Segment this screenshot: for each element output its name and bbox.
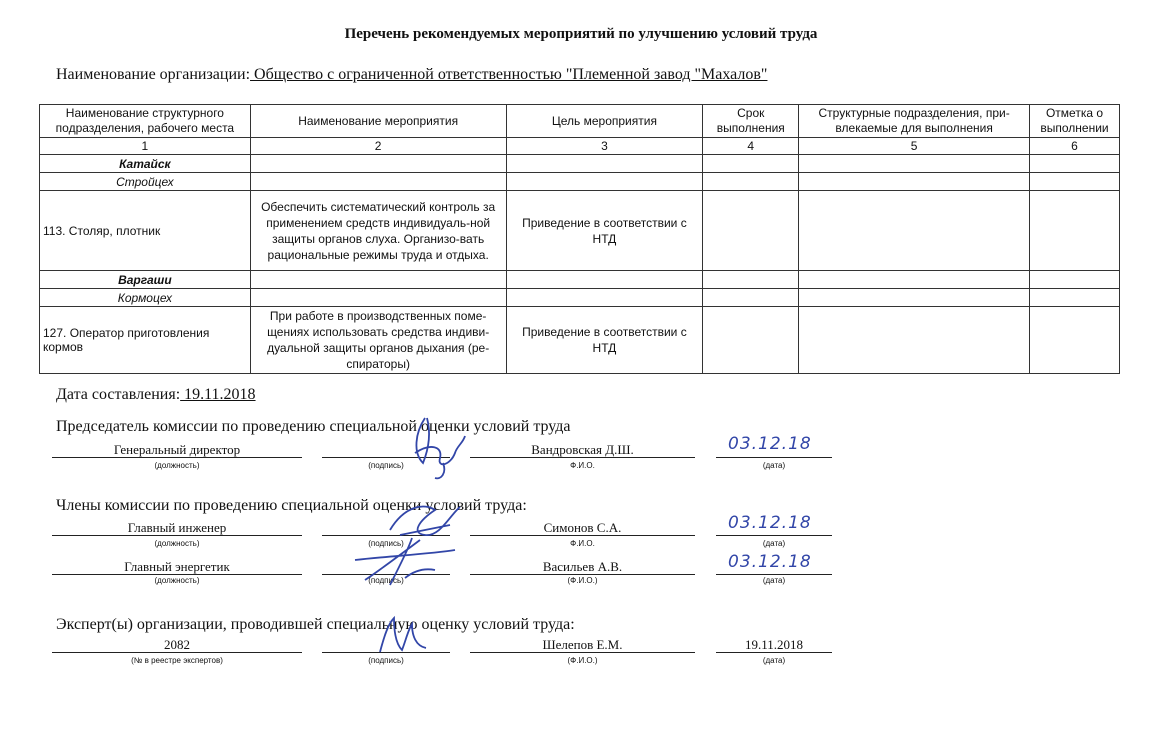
compile-date-value: 19.11.2018: [180, 386, 256, 403]
organization-label: Наименование организации:: [56, 66, 251, 83]
organization-line: [56, 66, 767, 84]
compile-date-label: Дата составления:: [56, 386, 181, 403]
column-number-row: [40, 138, 1120, 155]
member-position: Главный инженер: [52, 520, 302, 536]
workplace-cell: 113. Столяр, плотник: [40, 191, 251, 271]
header-measure: Наименование мероприятия: [250, 105, 506, 138]
caption-date: (дата): [762, 576, 786, 585]
departments-cell: [799, 307, 1030, 374]
caption-name: Ф.И.О.: [570, 539, 595, 548]
organization-name: Общество с ограниченной ответственностью "Племенной завод "Махалов": [250, 66, 768, 83]
chairman-heading: Председатель комиссии по проведению специальной оценки условий труда: [56, 418, 571, 435]
column-number: 5: [799, 138, 1030, 155]
document-title: Перечень рекомендуемых мероприятий по улучшению условий труда: [344, 26, 818, 42]
caption-date: (дата): [762, 539, 786, 548]
table-row-unit: [40, 271, 1120, 289]
mark-cell: [1030, 191, 1120, 271]
expert-date: 19.11.2018: [716, 637, 832, 653]
header-place: Наименование структурного подразделения, рабочего места: [40, 105, 251, 138]
expert-name: Шелепов Е.М.: [470, 637, 695, 653]
member-position: Главный энергетик: [52, 559, 302, 575]
column-number: 4: [703, 138, 799, 155]
measure-cell: Обеспечить систематический контроль за применением средств индивидуаль-ной защиты органов слуха. Организо-вать рациональные режимы труда и отдыха.: [250, 191, 506, 271]
handwritten-signature-icon: [350, 530, 460, 590]
caption-registry: (№ в реестре экспертов): [131, 656, 223, 665]
member-date: 03.12.18: [728, 552, 812, 572]
caption-signature: (подпись): [368, 539, 404, 548]
term-cell: [703, 191, 799, 271]
chairman-name: Вандровская Д.Ш.: [470, 442, 695, 458]
header-goal: Цель мероприятия: [506, 105, 703, 138]
member-date: 03.12.18: [728, 513, 812, 533]
caption-signature: (подпись): [368, 576, 404, 585]
table-header-row: [40, 105, 1120, 138]
caption-name: (Ф.И.О.): [567, 576, 598, 585]
measures-table: [39, 104, 1120, 374]
caption-signature: (подпись): [368, 656, 404, 665]
goal-cell: Приведение в соответствии с НТД: [506, 191, 703, 271]
table-row: [40, 191, 1120, 271]
term-cell: [703, 307, 799, 374]
header-departments: Структурные подразделения, при-влекаемые для выполнения: [799, 105, 1030, 138]
caption-position: (должность): [154, 461, 200, 470]
caption-name: (Ф.И.О.): [567, 656, 598, 665]
column-number: 2: [250, 138, 506, 155]
subunit-name: Стройцех: [40, 173, 251, 191]
table-row-subunit: [40, 173, 1120, 191]
header-term: Срок выполнения: [703, 105, 799, 138]
column-number: 3: [506, 138, 703, 155]
departments-cell: [799, 191, 1030, 271]
chairman-position: Генеральный директор: [52, 442, 302, 458]
compile-date-line: [56, 386, 256, 404]
caption-date: (дата): [762, 656, 786, 665]
caption-name: Ф.И.О.: [570, 461, 595, 470]
caption-position: (должность): [154, 539, 200, 548]
expert-heading: Эксперт(ы) организации, проводившей специальную оценку условий труда:: [56, 616, 575, 633]
caption-position: (должность): [154, 576, 200, 585]
header-mark: Отметка о выполнении: [1030, 105, 1120, 138]
measure-cell: При работе в производственных поме-щениях использовать средства индиви-дуальной защиты органов дыхания (ре-спираторы): [250, 307, 506, 374]
members-heading: Члены комиссии по проведению специальной оценки условий труда:: [56, 497, 527, 514]
unit-name: Катайск: [40, 155, 251, 173]
member-name: Симонов С.А.: [470, 520, 695, 536]
chairman-date: 03.12.18: [728, 434, 812, 454]
column-number: 6: [1030, 138, 1120, 155]
table-row: [40, 307, 1120, 374]
column-number: 1: [40, 138, 251, 155]
table-row-subunit: [40, 289, 1120, 307]
goal-cell: Приведение в соответствии с НТД: [506, 307, 703, 374]
expert-registry-number: 2082: [52, 637, 302, 653]
mark-cell: [1030, 307, 1120, 374]
member-name: Васильев А.В.: [470, 559, 695, 575]
subunit-name: Кормоцех: [40, 289, 251, 307]
handwritten-signature-icon: [372, 612, 432, 657]
caption-signature: (подпись): [368, 461, 404, 470]
handwritten-signature-icon: [395, 408, 475, 483]
workplace-cell: 127. Оператор приготовления кормов: [40, 307, 251, 374]
unit-name: Варгаши: [40, 271, 251, 289]
table-row-unit: [40, 155, 1120, 173]
caption-date: (дата): [762, 461, 786, 470]
